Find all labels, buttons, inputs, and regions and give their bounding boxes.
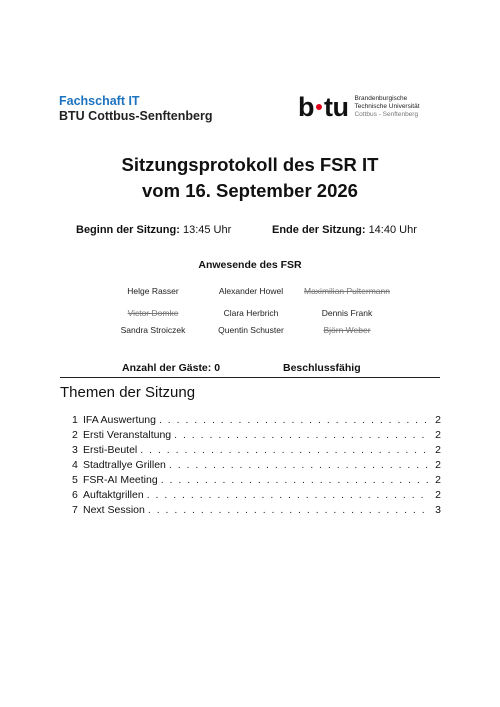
toc-page: 2 bbox=[435, 474, 441, 486]
toc-leader bbox=[159, 414, 430, 426]
toc-label: Stadtrallye Grillen bbox=[83, 459, 166, 471]
toc-entry[interactable] bbox=[72, 489, 441, 504]
btu-logo-mark bbox=[298, 94, 348, 120]
attendee-absent: Maximilian Pultermann bbox=[304, 286, 390, 296]
toc-number: 1 bbox=[72, 414, 78, 426]
toc-heading: Themen der Sitzung bbox=[60, 384, 196, 401]
toc-page: 2 bbox=[435, 489, 441, 501]
logo-letter-b: b bbox=[298, 92, 314, 122]
toc-label: Auftaktgrillen bbox=[83, 489, 144, 501]
toc-leader bbox=[174, 429, 430, 441]
toc-label: Ersti-Beutel bbox=[83, 444, 138, 456]
attendees-table bbox=[104, 278, 394, 338]
logo-wordmark bbox=[354, 95, 419, 119]
begin-label: Beginn der Sitzung: bbox=[76, 224, 180, 236]
guest-count: Anzahl der Gäste: 0 bbox=[122, 362, 221, 374]
document-title bbox=[0, 152, 500, 204]
toc-entry[interactable] bbox=[72, 504, 441, 519]
logo-letters-tu: tu bbox=[324, 92, 349, 122]
title-line-2: vom 16. September 2026 bbox=[142, 180, 358, 201]
attendee: Dennis Frank bbox=[321, 308, 373, 318]
toc-leader bbox=[140, 444, 430, 456]
logo-text-line: Technische Universität bbox=[354, 103, 420, 110]
logo-text-line: Cottbus - Senftenberg bbox=[354, 111, 419, 118]
toc-label: FSR-AI Meeting bbox=[83, 474, 158, 486]
quorum-status: Beschlussfähig bbox=[283, 362, 361, 374]
toc-label: Ersti Veranstaltung bbox=[83, 429, 172, 441]
toc-number: 4 bbox=[72, 459, 78, 471]
attendee: Quentin Schuster bbox=[218, 325, 284, 335]
toc-entry[interactable] bbox=[72, 459, 441, 474]
begin-value: 13:45 Uhr bbox=[182, 224, 232, 236]
toc-page: 2 bbox=[435, 444, 441, 456]
toc-page: 2 bbox=[435, 414, 441, 426]
section-divider bbox=[60, 377, 440, 378]
logo-red-dot-icon bbox=[316, 104, 322, 110]
attendee: Helge Rasser bbox=[127, 286, 179, 296]
title-line-1: Sitzungsprotokoll des FSR IT bbox=[121, 154, 379, 175]
attendee: Alexander Howel bbox=[218, 286, 284, 296]
toc-number: 7 bbox=[72, 504, 78, 516]
toc-entry[interactable] bbox=[72, 429, 441, 444]
university-name: BTU Cottbus-Senftenberg bbox=[59, 109, 213, 123]
toc-entry[interactable] bbox=[72, 474, 441, 489]
toc-label: IFA Auswertung bbox=[83, 414, 156, 426]
toc-leader bbox=[169, 459, 430, 471]
toc-number: 5 bbox=[72, 474, 78, 486]
organization-name: Fachschaft IT bbox=[59, 94, 140, 108]
organization-header bbox=[59, 94, 212, 124]
toc-number: 2 bbox=[72, 429, 78, 441]
attendee: Clara Herbrich bbox=[223, 308, 279, 318]
session-begin bbox=[76, 224, 231, 236]
end-value: 14:40 Uhr bbox=[368, 224, 417, 236]
toc-leader bbox=[148, 504, 430, 516]
toc-leader bbox=[161, 474, 430, 486]
attendee: Sandra Stroiczek bbox=[120, 325, 186, 335]
toc-leader bbox=[147, 489, 430, 501]
toc-entry[interactable] bbox=[72, 414, 441, 429]
table-of-contents bbox=[72, 414, 441, 519]
attendee-absent: Björn Weber bbox=[323, 325, 371, 335]
end-label: Ende der Sitzung: bbox=[272, 224, 366, 236]
toc-number: 6 bbox=[72, 489, 78, 501]
session-end bbox=[272, 224, 417, 236]
btu-logo bbox=[298, 94, 420, 120]
toc-page: 2 bbox=[435, 459, 441, 471]
toc-label: Next Session bbox=[83, 504, 145, 516]
toc-number: 3 bbox=[72, 444, 78, 456]
toc-entry[interactable] bbox=[72, 444, 441, 459]
toc-page: 2 bbox=[435, 429, 441, 441]
attendee-absent: Victor Domke bbox=[127, 308, 179, 318]
attendees-heading: Anwesende des FSR bbox=[198, 259, 302, 271]
toc-page: 3 bbox=[435, 504, 441, 516]
logo-text-line: Brandenburgische bbox=[354, 95, 408, 102]
